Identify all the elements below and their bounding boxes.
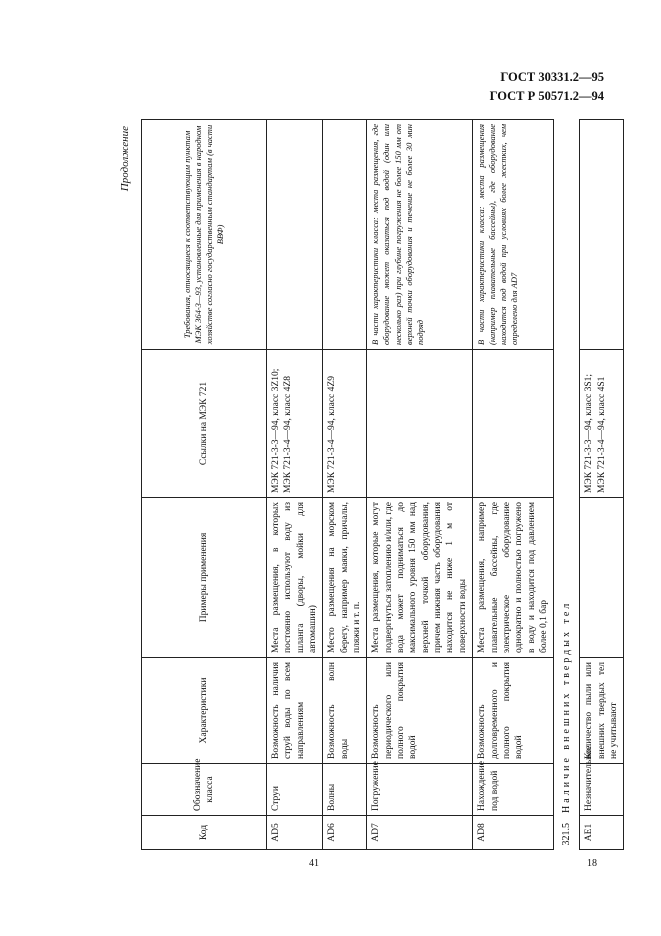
- row-requirements: [323, 120, 367, 350]
- row-examples: Место размещения на морском берегу, например маяки, причалы, пляжи и т. п.: [323, 498, 367, 658]
- row-requirements: В части характеристики класса: места размещения, где оборудование может оказаться под водой (один или несколько раз) при глубине погружения не более 150 мм от верхней точки оборудования и течение не более 30 мин подряд: [367, 120, 473, 350]
- row-code: AD6: [323, 816, 367, 850]
- section-heading: [554, 120, 580, 850]
- standard-number-2: ГОСТ Р 50571.2—94: [489, 89, 604, 103]
- row-characteristics: Возможность волн воды: [323, 658, 367, 764]
- col-requirements: Требования, относящиеся к соответствующим пунктам МЭК 364-3—93, установленные для применения в народном хозяйстве согласно государственным стандартам (в части ВВФ): [142, 120, 267, 350]
- row-references: МЭК 721-3-3—94, класс 3S1; МЭК 721-3-4—94, класс 4S1: [580, 350, 624, 498]
- row-class-name: Струи: [267, 764, 323, 816]
- row-characteristics: Возможность долговременного и полного покрытия водой: [473, 658, 554, 764]
- row-examples: Места размещения, например плавательные бассейны, где электрическое оборудование однократно и полностью погружено в воду и находится под давлением более 0,1 бар: [473, 498, 554, 658]
- row-code: AD7: [367, 816, 473, 850]
- table-header: [142, 120, 267, 850]
- col-examples: Примеры применения: [142, 498, 267, 658]
- standard-number-1: ГОСТ 30331.2—95: [500, 70, 604, 84]
- col-references: Ссылки на МЭК 721: [142, 350, 267, 498]
- section-row: [554, 120, 580, 850]
- table-row: [267, 120, 323, 850]
- class-table: [141, 119, 624, 850]
- row-class-name: Погружение: [367, 764, 473, 816]
- row-references: МЭК 721-3-3—94, класс 3Z10; МЭК 721-3-4—94, класс 4Z8: [267, 350, 323, 498]
- continuation-label: Продолжение: [119, 126, 131, 192]
- row-examples: [580, 498, 624, 658]
- row-requirements: [580, 120, 624, 350]
- row-requirements: В части характеристики класса: места размещения (например плавательные бассейны), где оборудование находится под водой при условиях более жестких, чем определено для AD7: [473, 120, 554, 350]
- rotated-page-content: [115, 120, 619, 850]
- page-number-left: 41: [309, 858, 319, 869]
- row-characteristics: Количество пыли или внешних твердых тел не учитывают: [580, 658, 624, 764]
- col-characteristics: Характеристики: [142, 658, 267, 764]
- row-class-name: Волны: [323, 764, 367, 816]
- row-references: [473, 350, 554, 498]
- table-row: [367, 120, 473, 850]
- row-references: [367, 350, 473, 498]
- page-number-right: 18: [587, 858, 597, 869]
- row-requirements: [267, 120, 323, 350]
- row-class-name: Незначительное: [580, 764, 624, 816]
- row-code: AD8: [473, 816, 554, 850]
- row-code: AD5: [267, 816, 323, 850]
- row-code: AE1: [580, 816, 624, 850]
- section-number: 321.5: [561, 823, 573, 846]
- row-examples: Места размещения, в которых постоянно используют воду из шланга (дворы, мойки для автомашин): [267, 498, 323, 658]
- col-code: Код: [142, 816, 267, 850]
- table-row: [580, 120, 624, 850]
- row-examples: Места размещения, которые могут подвергнуться затоплению и/или, где вода может подниматься до максимального уровня 150 мм над верхней точкой оборудования, причем нижняя часть оборудования находится не ниже 1 м от поверхности воды: [367, 498, 473, 658]
- row-references: МЭК 721-3-4—94, класс 4Z9: [323, 350, 367, 498]
- section-title: Наличие внешних твердых тел: [561, 600, 573, 813]
- table-row: [473, 120, 554, 850]
- table-row: [323, 120, 367, 850]
- row-characteristics: Возможность периодического или полного покрытия водой: [367, 658, 473, 764]
- row-characteristics: Возможность наличия струй воды по всем направлениям: [267, 658, 323, 764]
- col-class-name: Обозначение класса: [142, 764, 267, 816]
- row-class-name: Нахождение под водой: [473, 764, 554, 816]
